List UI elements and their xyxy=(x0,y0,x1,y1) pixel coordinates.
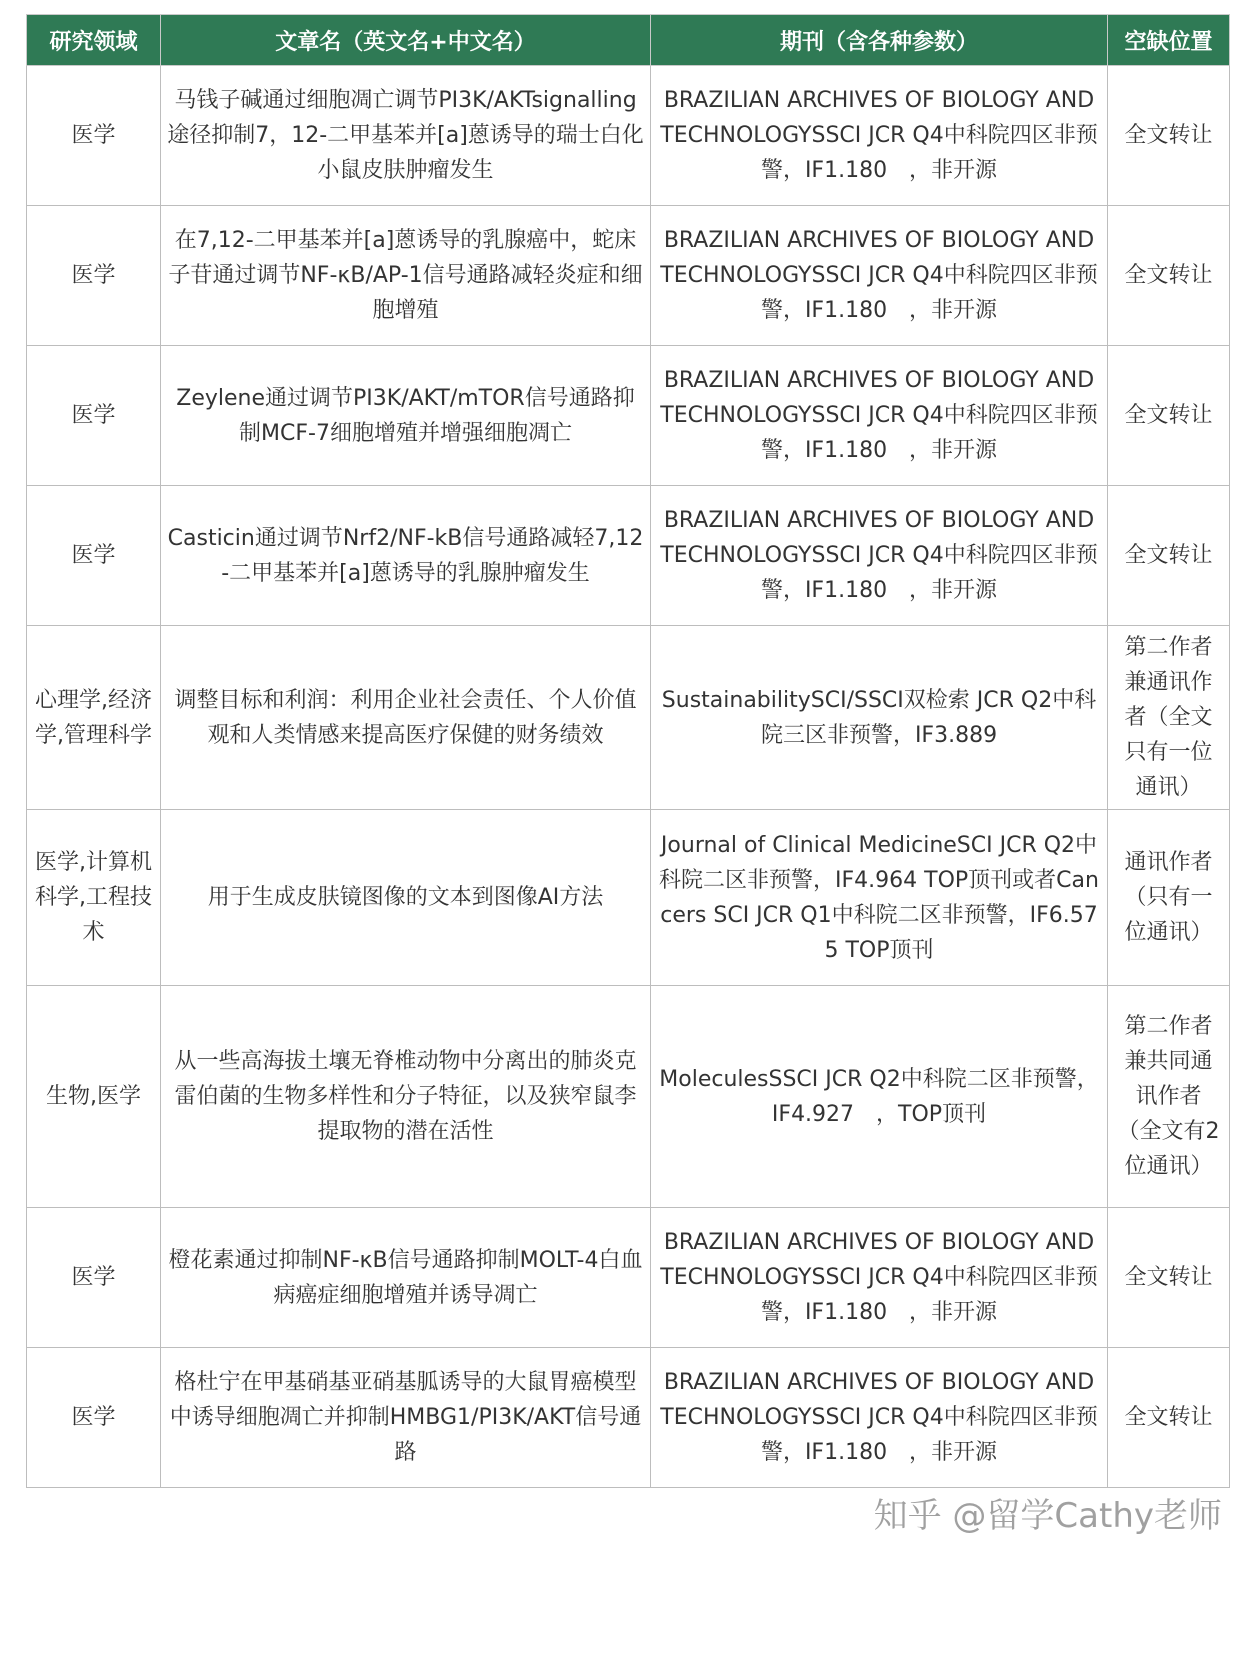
position-cell: 全文转让 xyxy=(1108,1208,1230,1348)
position-cell: 全文转让 xyxy=(1108,346,1230,486)
title-cell: 用于生成皮肤镜图像的文本到图像AI方法 xyxy=(161,810,651,986)
field-cell: 医学 xyxy=(27,1208,161,1348)
watermark: 知乎 @留学Cathy老师 xyxy=(873,1496,1222,1536)
position-cell: 全文转让 xyxy=(1108,206,1230,346)
journal-cell: SustainabilitySCI/SSCI双检索 JCR Q2中科院三区非预警，IF3.889 xyxy=(651,626,1108,810)
journal-cell: Journal of Clinical MedicineSCI JCR Q2中科院二区非预警，IF4.964 TOP顶刊或者Cancers SCI JCR Q1中科院二区非预警，IF6.575 TOP顶刊 xyxy=(651,810,1108,986)
position-cell: 全文转让 xyxy=(1108,66,1230,206)
table-row xyxy=(27,66,1230,206)
field-cell: 医学 xyxy=(27,1348,161,1488)
header-title: 文章名（英文名+中文名） xyxy=(161,15,651,66)
header-journal: 期刊（含各种参数） xyxy=(651,15,1108,66)
journal-cell: BRAZILIAN ARCHIVES OF BIOLOGY AND TECHNOLOGYSSCI JCR Q4中科院四区非预警，IF1.180 ，非开源 xyxy=(651,1348,1108,1488)
journal-cell: BRAZILIAN ARCHIVES OF BIOLOGY AND TECHNOLOGYSSCI JCR Q4中科院四区非预警，IF1.180 ，非开源 xyxy=(651,206,1108,346)
position-cell: 第二作者兼通讯作者（全文只有一位通讯） xyxy=(1108,626,1230,810)
table-row xyxy=(27,486,1230,626)
table-row xyxy=(27,986,1230,1208)
field-cell: 医学 xyxy=(27,486,161,626)
title-cell: 格杜宁在甲基硝基亚硝基胍诱导的大鼠胃癌模型中诱导细胞凋亡并抑制HMBG1/PI3K/AKT信号通路 xyxy=(161,1348,651,1488)
table-row xyxy=(27,1348,1230,1488)
position-cell: 第二作者兼共同通讯作者（全文有2位通讯） xyxy=(1108,986,1230,1208)
journal-cell: BRAZILIAN ARCHIVES OF BIOLOGY AND TECHNOLOGYSSCI JCR Q4中科院四区非预警，IF1.180 ，非开源 xyxy=(651,346,1108,486)
field-cell: 医学,计算机科学,工程技术 xyxy=(27,810,161,986)
field-cell: 医学 xyxy=(27,346,161,486)
title-cell: 橙花素通过抑制NF-κB信号通路抑制MOLT-4白血病癌症细胞增殖并诱导凋亡 xyxy=(161,1208,651,1348)
header-position: 空缺位置 xyxy=(1108,15,1230,66)
journal-cell: BRAZILIAN ARCHIVES OF BIOLOGY AND TECHNOLOGYSSCI JCR Q4中科院四区非预警，IF1.180 ，非开源 xyxy=(651,66,1108,206)
table-row xyxy=(27,1208,1230,1348)
field-cell: 生物,医学 xyxy=(27,986,161,1208)
paper-listing-table xyxy=(26,14,1230,1488)
field-cell: 医学 xyxy=(27,206,161,346)
journal-cell: BRAZILIAN ARCHIVES OF BIOLOGY AND TECHNOLOGYSSCI JCR Q4中科院四区非预警，IF1.180 ，非开源 xyxy=(651,486,1108,626)
position-cell: 全文转让 xyxy=(1108,486,1230,626)
table-row xyxy=(27,346,1230,486)
journal-cell: BRAZILIAN ARCHIVES OF BIOLOGY AND TECHNOLOGYSSCI JCR Q4中科院四区非预警，IF1.180 ，非开源 xyxy=(651,1208,1108,1348)
title-cell: 调整目标和利润：利用企业社会责任、个人价值观和人类情感来提高医疗保健的财务绩效 xyxy=(161,626,651,810)
title-cell: 马钱子碱通过细胞凋亡调节PI3K/AKTsignalling途径抑制7，12-二甲基苯并[a]蒽诱导的瑞士白化小鼠皮肤肿瘤发生 xyxy=(161,66,651,206)
table-row xyxy=(27,206,1230,346)
title-cell: 在7,12-二甲基苯并[a]蒽诱导的乳腺癌中，蛇床子苷通过调节NF-κB/AP-1信号通路减轻炎症和细胞增殖 xyxy=(161,206,651,346)
header-field: 研究领域 xyxy=(27,15,161,66)
position-cell: 全文转让 xyxy=(1108,1348,1230,1488)
table-row xyxy=(27,626,1230,810)
journal-cell: MoleculesSSCI JCR Q2中科院二区非预警，IF4.927 ，TOP顶刊 xyxy=(651,986,1108,1208)
title-cell: 从一些高海拔土壤无脊椎动物中分离出的肺炎克雷伯菌的生物多样性和分子特征，以及狭窄鼠李提取物的潜在活性 xyxy=(161,986,651,1208)
table-header-row xyxy=(27,15,1230,66)
field-cell: 医学 xyxy=(27,66,161,206)
table-body xyxy=(27,66,1230,1488)
title-cell: Zeylene通过调节PI3K/AKT/mTOR信号通路抑制MCF-7细胞增殖并增强细胞凋亡 xyxy=(161,346,651,486)
table-row xyxy=(27,810,1230,986)
position-cell: 通讯作者（只有一位通讯） xyxy=(1108,810,1230,986)
field-cell: 心理学,经济学,管理科学 xyxy=(27,626,161,810)
title-cell: Casticin通过调节Nrf2/NF-kB信号通路减轻7,12-二甲基苯并[a]蒽诱导的乳腺肿瘤发生 xyxy=(161,486,651,626)
